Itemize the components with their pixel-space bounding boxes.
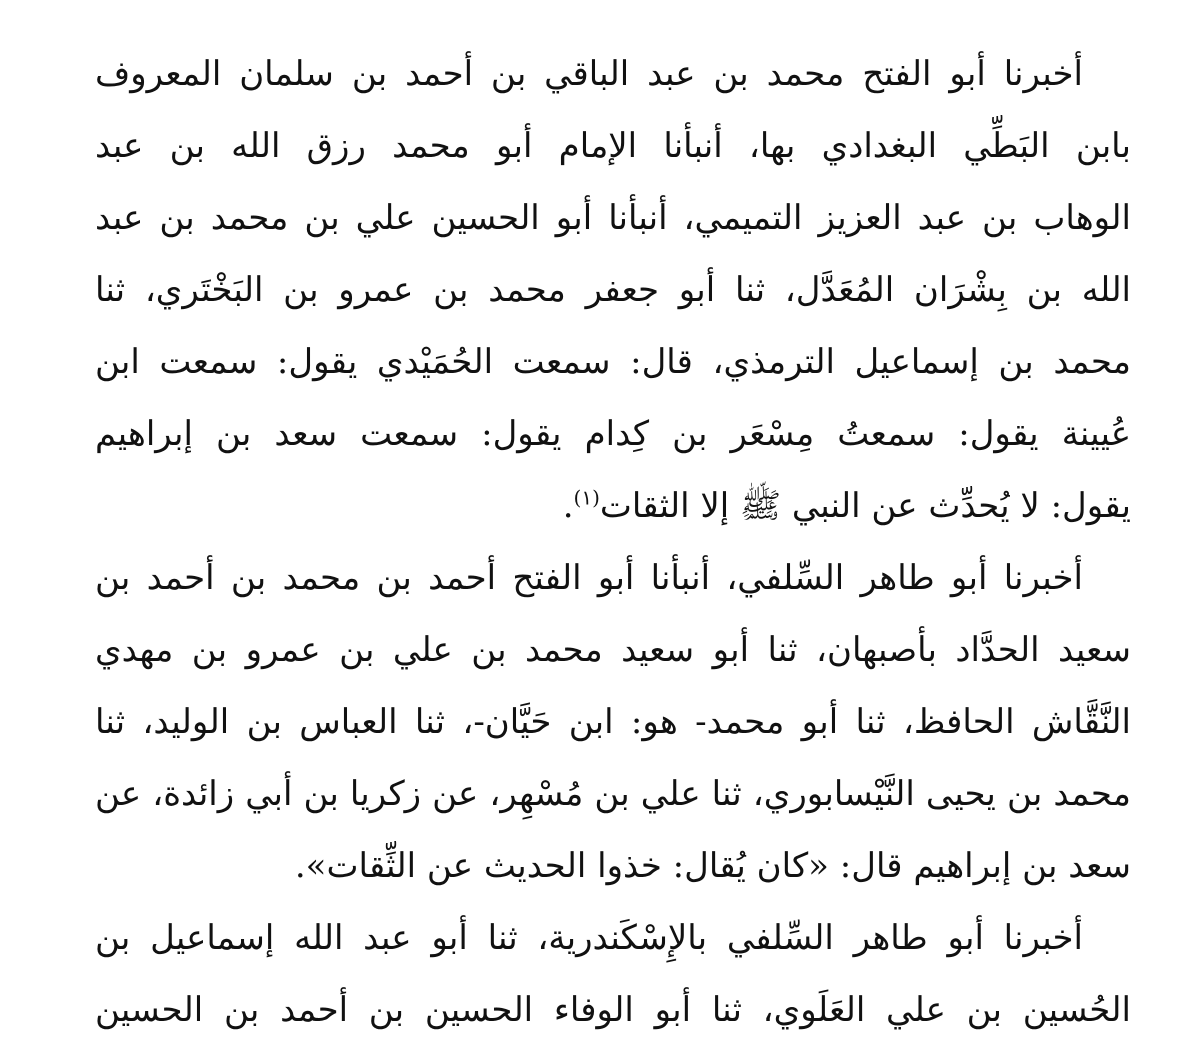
text-line: سعد بن إبراهيم قال: «كان يُقال: خذوا الحديث عن الثِّقات».	[294, 846, 1131, 886]
text-line: الحُسين بن علي العَلَوي، ثنا أبو الوفاء الحسين بن أحمد بن الحسين	[95, 990, 1131, 1030]
text-line: أخبرنا أبو الفتح محمد بن عبد الباقي بن أحمد بن سلمان المعروف	[95, 54, 1083, 94]
line-end: .	[562, 486, 574, 526]
text-line: محمد بن إسماعيل الترمذي، قال: سمعت الحُمَيْدي يقول: سمعت ابن	[95, 342, 1131, 382]
line-text: يقول: لا يُحدِّث عن النبي ﷺ إلا الثقات	[599, 486, 1131, 526]
text-line: أخبرنا أبو طاهر السِّلفي، أنبأنا أبو الفتح أحمد بن محمد بن أحمد بن	[95, 558, 1083, 598]
footnote-marker: (١)	[573, 485, 600, 510]
text-line: سعيد الحدَّاد بأصبهان، ثنا أبو سعيد محمد بن علي بن عمرو بن مهدي	[95, 630, 1131, 670]
text-line: عُيينة يقول: سمعتُ مِسْعَر بن كِدام يقول: سمعت سعد بن إبراهيم	[95, 414, 1131, 454]
paragraph-3	[95, 902, 1131, 1046]
text-line: الوهاب بن عبد العزيز التميمي، أنبأنا أبو الحسين علي بن محمد بن عبد	[95, 198, 1131, 238]
text-line: بابن البَطِّي البغدادي بها، أنبأنا الإمام أبو محمد رزق الله بن عبد	[95, 126, 1131, 166]
text-line: النَّقَّاش الحافظ، ثنا أبو محمد- هو: ابن حَيَّان-، ثنا العباس بن الوليد، ثنا	[95, 702, 1131, 742]
paragraph-2	[95, 542, 1131, 902]
text-line: أخبرنا أبو طاهر السِّلفي بالإِسْكَندرية، ثنا أبو عبد الله إسماعيل بن	[95, 918, 1083, 958]
text-line	[95, 470, 1131, 542]
text-line: الله بن بِشْرَان المُعَدَّل، ثنا أبو جعفر محمد بن عمرو بن البَخْتَري، ثنا	[95, 270, 1131, 310]
text-line: محمد بن يحيى النَّيْسابوري، ثنا علي بن مُسْهِر، عن زكريا بن أبي زائدة، عن	[95, 774, 1131, 814]
document-page	[95, 38, 1131, 1028]
paragraph-1	[95, 38, 1131, 542]
